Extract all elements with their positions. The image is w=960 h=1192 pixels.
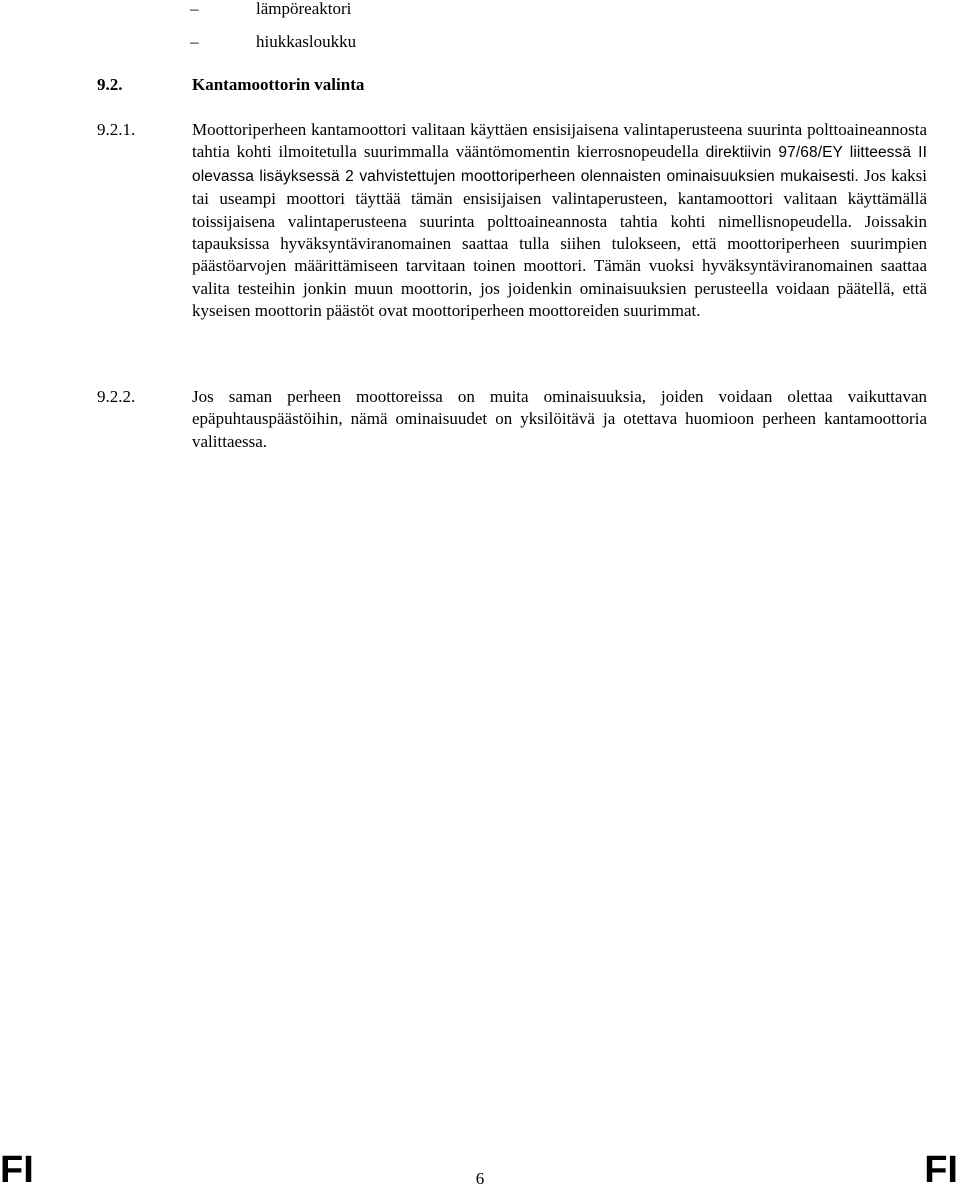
- paragraph-text-part: Jos saman perheen moottoreissa on muita ominaisuuksia, joiden voidaan olettaa vaikuttavan epäpuhtauspäästöihin, nämä ominaisuudet on yksilöitävä ja otettava huomioon perheen kantamoottoria valittaessa.: [192, 387, 927, 451]
- section-title: Kantamoottorin valinta: [192, 75, 365, 94]
- section-number: 9.2.: [97, 75, 123, 94]
- paragraph-text-part: Moottoriperheen kantamoottori valitaan käyttäen ensisijaisena valintaperusteena suurinta polttoaineannosta tahtia kohti ilmoitetulla suurimmalla vääntömomentin kierrosnopeudella: [192, 120, 927, 162]
- list-item-text: lämpöreaktori: [256, 0, 352, 18]
- list-item: [190, 0, 590, 19]
- paragraph-text: [192, 386, 927, 453]
- language-code-right: FI: [924, 1149, 958, 1191]
- list-item: [190, 32, 590, 52]
- page-number: 6: [475, 1169, 485, 1188]
- paragraph-text-part: Jos kaksi tai useampi moottori täyttää tämän ensisijaisen valintaperusteen, kantamoottori valitaan käyttämällä toissijaisena valintaperusteena suurinta polttoaineannosta tahtia kohti nimellisnopeudella. Joissakin tapauksissa hyväksyntäviranomainen saattaa tulla siihen tulokseen, että moottoriperheen suurimpien päästöarvojen määrittämiseen tarvitaan toinen moottori. Tämän vuoksi hyväksyntäviranomainen saattaa valita testeihin jonkin muun moottorin, jos joidenkin ominaisuuksien perusteella voidaan päätellä, että kyseisen moottorin päästöt ovat moottoriperheen moottoreiden suurimmat.: [192, 165, 928, 321]
- paragraph-number: 9.2.1.: [97, 120, 136, 139]
- language-code-left: FI: [0, 1149, 34, 1191]
- paragraph-text: [192, 119, 927, 323]
- paragraph-text-part: direktiivin 97/68/EY liitteessä II olevassa lisäyksessä 2 vahvistettujen moottoriperheen olennaisten ominaisuuksien mukaisesti.: [192, 144, 927, 185]
- list-item-text: hiukkasloukku: [256, 32, 357, 51]
- list-dash: –: [190, 32, 199, 51]
- paragraph-number: 9.2.2.: [97, 387, 136, 406]
- list-dash: –: [190, 0, 199, 18]
